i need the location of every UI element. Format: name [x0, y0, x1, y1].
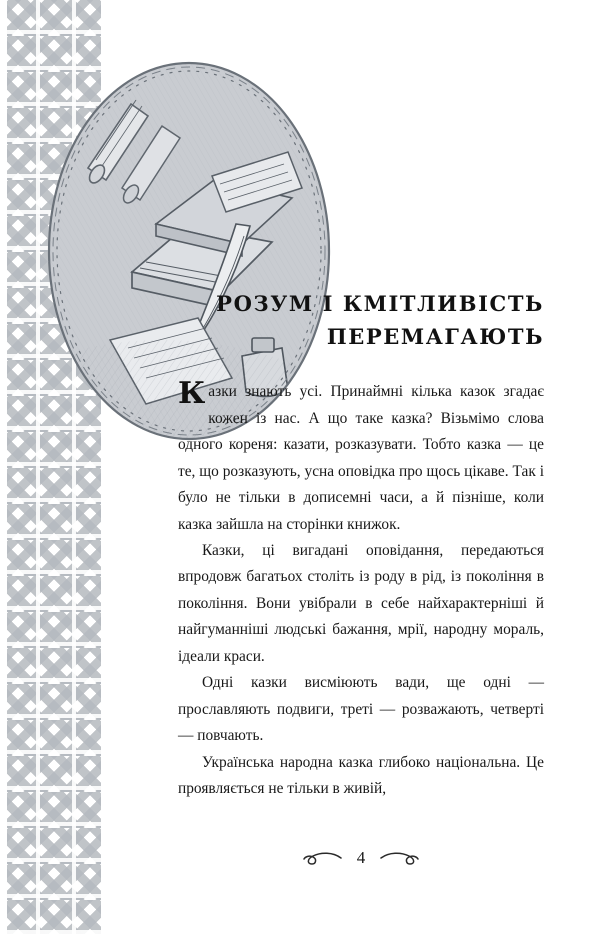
- flourish-right-icon: [379, 850, 419, 866]
- paragraph-4: Українська народна казка глибоко національна. Це проявляється не тільки в живій,: [178, 753, 544, 798]
- page-footer: [178, 848, 544, 868]
- drop-cap: К: [178, 376, 206, 412]
- paragraph-1-text: азки знають усі. Принаймні кілька казок згадає кожен із нас. А що таке казка? Візьмімо слова одного кореня: казати, розказувати. Тобто казка — це те, що розказують, усна оповідка про щось цікаве. Так і було не тільки в дописемні часи, а й пізніше, коли казка зайшла на сторінки книжок.: [178, 383, 544, 533]
- flourish-left-icon: [303, 850, 343, 866]
- chapter-title-line-2: ПЕРЕМАГАЮТЬ: [326, 323, 544, 349]
- border-edge-left: [0, 0, 7, 934]
- chapter-title-line-1: РОЗУМ І КМІТЛИВІСТЬ: [216, 291, 544, 316]
- body-text: [178, 376, 544, 803]
- paragraph-3: Одні казки висміюють вади, ще одні — прославляють подвиги, треті — розважають, четверті — повчають.: [178, 674, 544, 745]
- chapter-title: [178, 288, 544, 353]
- paragraph-1: [178, 376, 544, 538]
- paragraph-2: Казки, ці вигадані оповідання, передаються впродовж багатьох століть із роду в рід, із покоління в покоління. Вони увібрали в себе найхарактерніші й найгуманніші людські бажання, мрії, народну мораль, ідеали краси.: [178, 542, 544, 665]
- page-number: 4: [356, 848, 366, 867]
- text-column: [178, 288, 544, 803]
